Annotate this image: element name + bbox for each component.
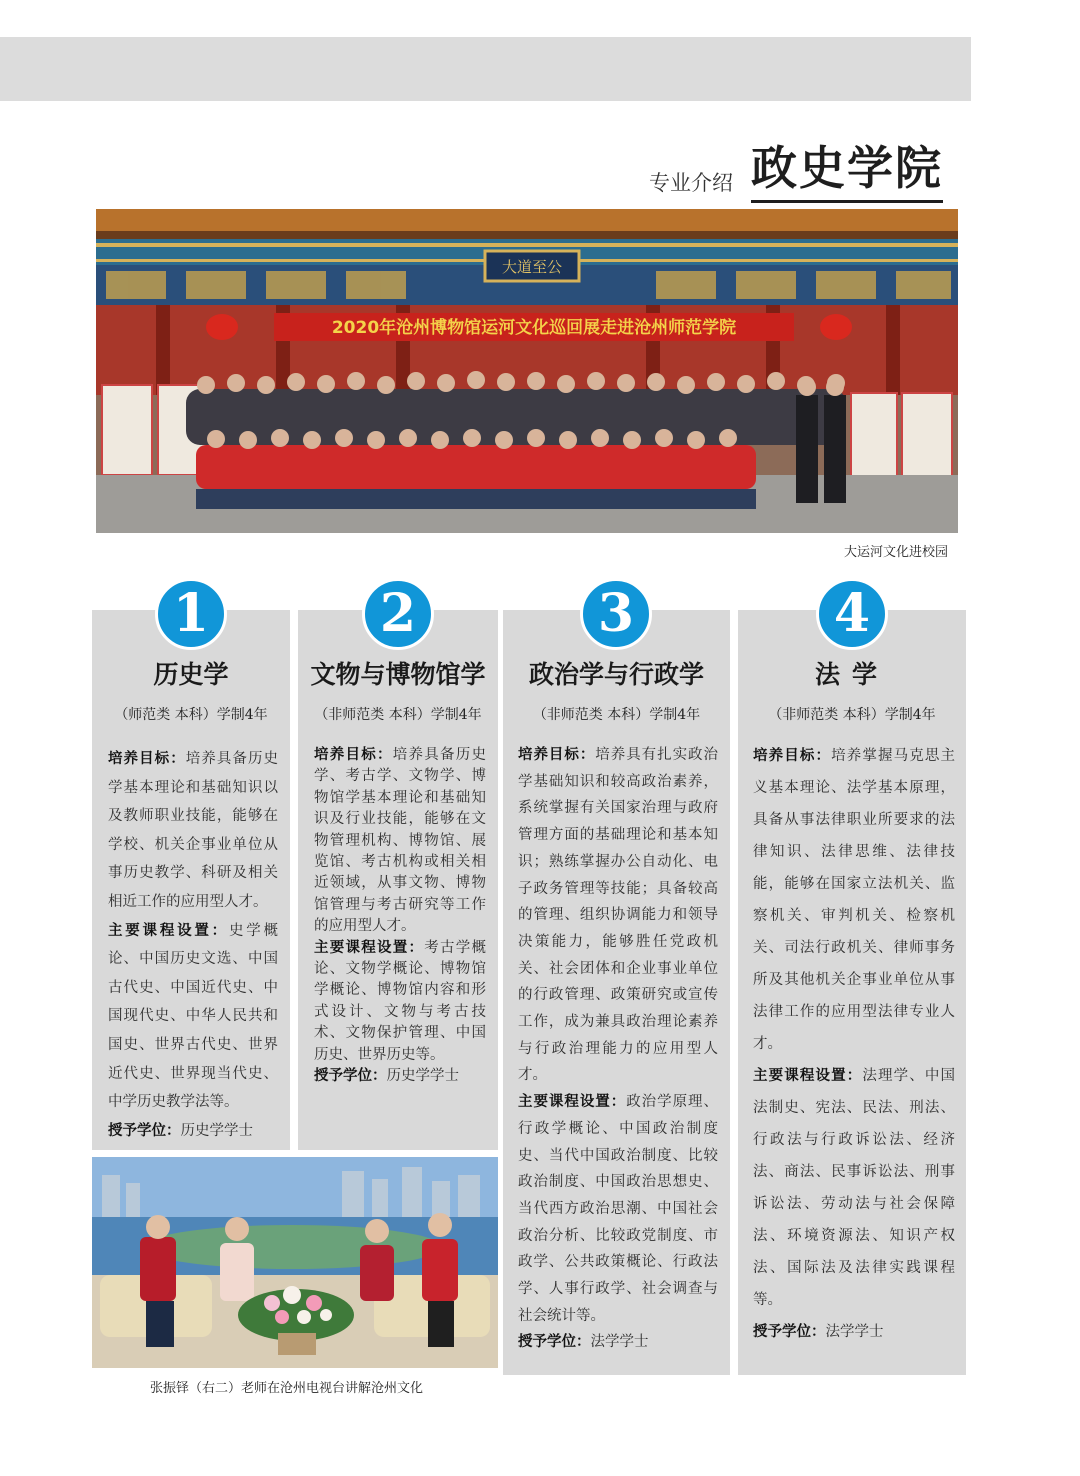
degree-label: 授予学位： bbox=[314, 1068, 387, 1085]
courses-paragraph bbox=[518, 1089, 718, 1329]
major-name-4: 法学 bbox=[814, 660, 889, 689]
major-name-1: 历史学 bbox=[153, 660, 229, 689]
degree-label: 授予学位： bbox=[753, 1324, 826, 1340]
goal-label: 培养目标： bbox=[518, 747, 596, 763]
major-meta-2: （非师范类 本科）学制4年 bbox=[314, 707, 482, 723]
major-body-3 bbox=[518, 742, 718, 1356]
courses-label: 主要课程设置： bbox=[314, 939, 425, 956]
major-meta-4: （非师范类 本科）学制4年 bbox=[768, 707, 936, 723]
courses-label: 主要课程设置： bbox=[753, 1068, 863, 1084]
degree-text: 法学学士 bbox=[590, 1334, 649, 1351]
courses-text: 法理学、中国法制史、宪法、民法、刑法、行政法与行政诉讼法、经济法、商法、民事诉讼法、刑事诉讼法、劳动法与社会保障法、环境资源法、知识产权法、国际法及法律实践课程等。 bbox=[753, 1068, 955, 1308]
goal-text: 培养具有扎实政治学基础知识和较高政治素养，系统掌握有关国家治理与政府管理方面的基础理论和基本知识；熟练掌握办公自动化、电子政务管理等技能；具备较高的管理、组织协调能力和领导决策能力，能够胜任党政机关、社会团体和企业事业单位的行政管理、政策研究或宣传工作，成为兼具政治理论素养与行政治理能力的应用型人才。 bbox=[518, 747, 719, 1084]
page-title: 政史学院 bbox=[751, 132, 943, 203]
goal-text: 培养掌握马克思主义基本理论、法学基本原理，具备从事法律职业所要求的法律知识、法律思维、法律技能，能够在国家立法机关、监察机关、审判机关、检察机关、司法行政机关、律师事务所及其他机关企事业单位从事法律工作的应用型法律专业人才。 bbox=[753, 748, 955, 1052]
tv-studio-caption: 张振铎（右二）老师在沧州电视台讲解沧州文化 bbox=[150, 1381, 424, 1396]
courses-text: 考古学概论、文物学概论、博物馆学概论、博物馆内容和形式设计、文物与考古技术、文物保护管理、中国历史、世界历史等。 bbox=[314, 939, 486, 1063]
courses-label: 主要课程设置： bbox=[518, 1094, 627, 1111]
major-body-1 bbox=[108, 745, 278, 1145]
number-badge-1: 1 bbox=[155, 578, 227, 650]
major-name-2: 文物与博物馆学 bbox=[310, 660, 486, 689]
degree-text: 历史学学士 bbox=[180, 1122, 253, 1139]
courses-paragraph bbox=[314, 938, 486, 1066]
goal-label: 培养目标： bbox=[753, 748, 832, 764]
page-header bbox=[649, 132, 943, 203]
number-badge-3: 3 bbox=[580, 578, 652, 650]
major-meta-3: （非师范类 本科）学制4年 bbox=[532, 707, 701, 723]
degree-paragraph bbox=[108, 1117, 278, 1146]
number-badge-4: 4 bbox=[816, 578, 888, 650]
degree-text: 历史学学士 bbox=[386, 1068, 459, 1085]
courses-paragraph bbox=[753, 1060, 955, 1316]
major-body-4 bbox=[753, 740, 955, 1348]
banner-text: 2020年沧州博物馆运河文化巡回展走进沧州师范学院 bbox=[331, 318, 737, 338]
courses-text: 史学概论、中国历史文选、中国古代史、中国近代史、中国现代史、中华人民共和国史、世界古代史、世界近代史、世界现当代史、中学历史教学法等。 bbox=[108, 922, 279, 1111]
degree-paragraph bbox=[753, 1316, 955, 1348]
major-body-2 bbox=[314, 745, 486, 1088]
degree-paragraph bbox=[518, 1329, 718, 1356]
goal-label: 培养目标： bbox=[108, 751, 186, 767]
courses-label: 主要课程设置： bbox=[108, 922, 229, 939]
degree-text: 法学学士 bbox=[825, 1324, 884, 1340]
goal-text: 培养具备历史学、考古学、文物学、博物馆学基本理论和基础知识及行业技能，能够在文物管理机构、博物馆、展览馆、考古机构或相关相近领域，从事文物、博物馆管理与考古研究等工作的应用型人才。 bbox=[314, 747, 486, 935]
section-subtitle: 专业介绍 bbox=[649, 171, 733, 195]
degree-label: 授予学位： bbox=[518, 1334, 591, 1351]
goal-label: 培养目标： bbox=[314, 747, 393, 763]
goal-text: 培养具备历史学基本理论和基础知识以及教师职业技能，能够在学校、机关企事业单位从事历史教学、科研及相关相近工作的应用型人才。 bbox=[108, 751, 278, 910]
major-meta-1: （师范类 本科）学制4年 bbox=[114, 707, 268, 723]
degree-label: 授予学位： bbox=[108, 1122, 181, 1139]
group-photo-caption: 大运河文化进校园 bbox=[843, 545, 948, 560]
major-name-3: 政治学与行政学 bbox=[528, 660, 704, 689]
goal-paragraph bbox=[108, 745, 278, 917]
courses-text: 政治学原理、行政学概论、中国政治制度史、当代中国政治制度、比较政治制度、中国政治思想史、当代西方政治思潮、中国社会政治分析、比较政党制度、市政学、公共政策概论、行政法学、人事行政学、社会调查与社会统计等。 bbox=[518, 1094, 719, 1324]
goal-paragraph bbox=[314, 745, 486, 938]
courses-paragraph bbox=[108, 917, 278, 1117]
degree-paragraph bbox=[314, 1066, 486, 1087]
plaque-text: 大道至公 bbox=[501, 258, 563, 276]
goal-paragraph bbox=[518, 742, 718, 1089]
goal-paragraph bbox=[753, 740, 955, 1060]
top-gray-band bbox=[0, 37, 971, 101]
number-badge-2: 2 bbox=[362, 578, 434, 650]
tv-studio-photo bbox=[92, 1157, 498, 1368]
group-photo bbox=[96, 209, 958, 533]
